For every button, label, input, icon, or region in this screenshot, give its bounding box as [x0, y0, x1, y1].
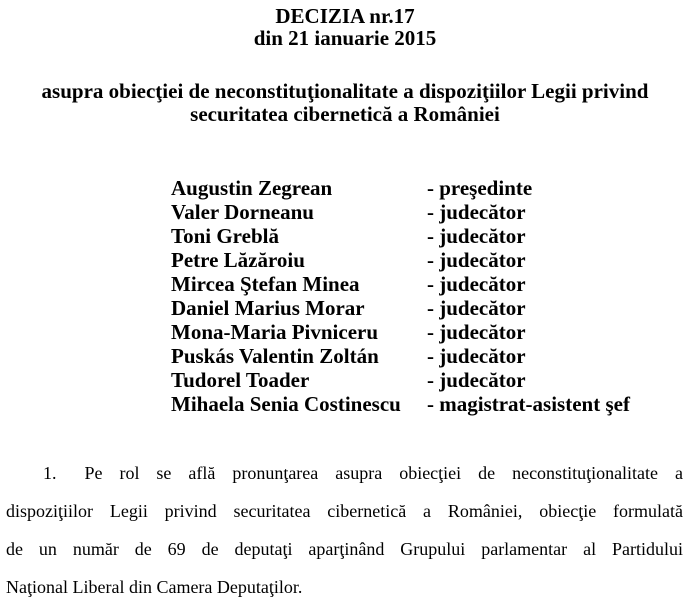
paragraph-line: de un număr de 69 de deputaţi aparţinând Grupului parlamentar al Partidului	[6, 539, 683, 559]
judge-name: Puskás Valentin Zoltán	[171, 344, 379, 368]
judge-role: - judecător	[427, 248, 526, 272]
judge-name: Augustin Zegrean	[171, 176, 333, 200]
judges-list	[171, 176, 630, 416]
judge-row	[171, 200, 630, 224]
judge-role: - judecător	[427, 272, 526, 296]
paragraph-text: Pe rol se află pronunţarea asupra obiecţiei de neconstituţionalitate a	[84, 463, 683, 483]
judge-role: - judecător	[427, 368, 526, 392]
judge-row	[171, 392, 630, 416]
judge-row	[171, 224, 630, 248]
judge-name: Valer Dorneanu	[171, 200, 314, 224]
paragraph-line: Naţional Liberal din Camera Deputaţilor.	[6, 577, 303, 597]
judge-role: - judecător	[427, 296, 526, 320]
judge-name: Daniel Marius Morar	[171, 296, 365, 320]
judge-name: Mihaela Senia Costinescu	[171, 392, 401, 416]
decision-number: DECIZIA nr.17	[275, 4, 415, 28]
judge-name: Mona-Maria Pivniceru	[171, 320, 379, 344]
judge-name: Petre Lăzăroiu	[171, 248, 305, 272]
judge-row	[171, 248, 630, 272]
judge-role: - judecător	[427, 200, 526, 224]
judge-name: Mircea Ştefan Minea	[171, 272, 360, 296]
decision-title	[0, 5, 690, 49]
paragraph-line: dispoziţiilor Legii privind securitatea cibernetică a României, obiecţie formulată	[6, 501, 683, 521]
paragraph-1	[6, 454, 683, 600]
decision-date: din 21 ianuarie 2015	[253, 26, 437, 50]
judge-role: - magistrat-asistent şef	[427, 392, 630, 416]
judge-role: - preşedinte	[427, 176, 533, 200]
judge-role: - judecător	[427, 344, 526, 368]
decision-subject-line1: asupra obiecţiei de neconstituţionalitate a dispoziţiilor Legii privind	[41, 79, 649, 103]
decision-subject	[0, 80, 690, 126]
judge-row	[171, 272, 630, 296]
decision-subject-line2: securitatea cibernetică a României	[190, 102, 500, 126]
judge-row	[171, 320, 630, 344]
paragraph-number: 1.	[43, 463, 57, 483]
judge-row	[171, 368, 630, 392]
judge-name: Tudorel Toader	[171, 368, 310, 392]
paragraph-line	[6, 454, 683, 492]
judge-row	[171, 296, 630, 320]
judge-role: - judecător	[427, 224, 526, 248]
judge-role: - judecător	[427, 320, 526, 344]
judge-row	[171, 344, 630, 368]
judge-row	[171, 176, 630, 200]
judge-name: Toni Greblă	[171, 224, 279, 248]
